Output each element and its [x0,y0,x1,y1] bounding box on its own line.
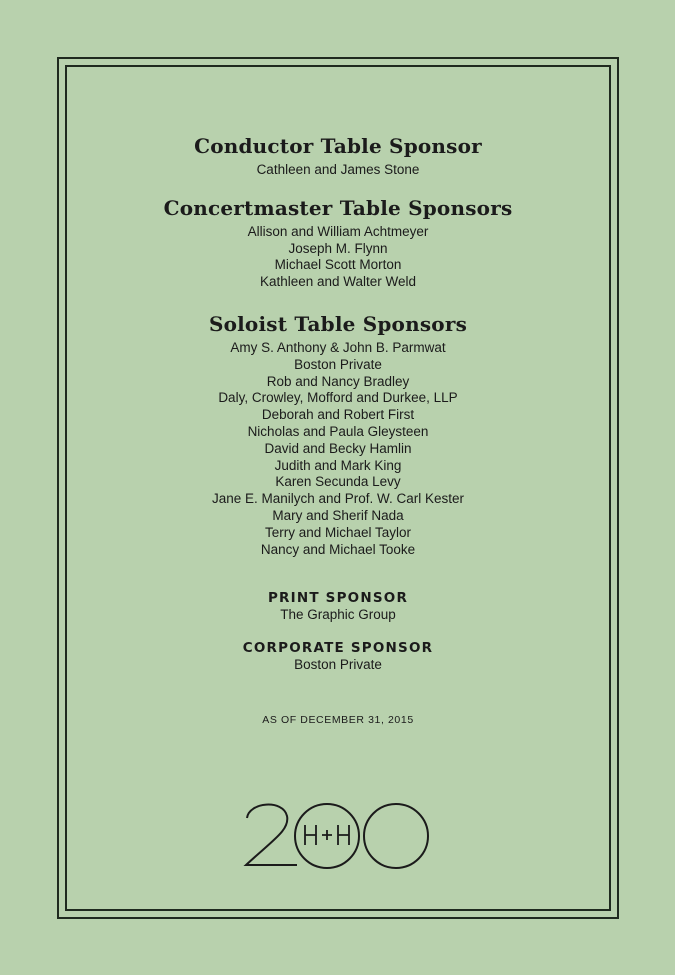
sponsor-name: Rob and Nancy Bradley [266,373,410,389]
conductor-section [67,132,609,179]
hh-200-logo [243,800,433,870]
logo-circle-two [364,804,428,868]
sponsor-name: Kathleen and Walter Weld [259,274,417,290]
logo-digit-two [246,805,297,865]
concertmaster-heading: Concertmaster Table Sponsors [163,195,513,220]
sponsor-name: Nicholas and Paula Gleysteen [247,423,429,439]
logo-letter-h-right [338,825,349,845]
conductor-list [67,162,609,179]
corporate-sponsor-heading: CORPORATE SPONSOR [242,640,434,657]
sponsor-name: Amy S. Anthony & John B. Parmwat [230,339,446,355]
sponsor-name: Daly, Crowley, Mofford and Durkee, LLP [218,390,458,406]
sponsor-name: Deborah and Robert First [261,407,415,423]
corporate-sponsor-name: Boston Private [294,657,382,673]
sponsor-name: Terry and Michael Taylor [264,524,412,540]
print-sponsor-heading: PRINT SPONSOR [267,590,409,607]
as-of-date: AS OF DECEMBER 31, 2015 [262,713,414,726]
logo-plus [322,830,332,840]
sponsor-name: Jane E. Manilych and Prof. W. Carl Kester [211,491,465,507]
sponsor-listing [67,132,609,736]
soloist-list [67,340,609,558]
logo-letter-h-left [305,825,316,845]
sponsor-name: Cathleen and James Stone [256,162,420,177]
sponsor-name: Mary and Sherif Nada [272,507,404,523]
sponsor-name: Joseph M. Flynn [288,240,388,256]
corporate-sponsor-section [67,640,609,674]
sponsor-name: Karen Secunda Levy [275,474,401,490]
print-sponsor-section [67,590,609,624]
sponsor-name: Michael Scott Morton [274,257,402,273]
sponsor-name: Boston Private [294,356,382,372]
print-sponsor-name: The Graphic Group [280,607,396,623]
conductor-heading: Conductor Table Sponsor [194,134,482,158]
sponsor-name: David and Becky Hamlin [264,440,412,456]
sponsor-name: Judith and Mark King [274,457,402,473]
sponsor-name: Allison and William Achtmeyer [247,223,429,239]
concertmaster-section [67,194,609,291]
soloist-section [67,310,609,558]
soloist-heading: Soloist Table Sponsors [208,311,468,336]
concertmaster-list [67,224,609,291]
sponsor-name: Nancy and Michael Tooke [260,541,416,557]
